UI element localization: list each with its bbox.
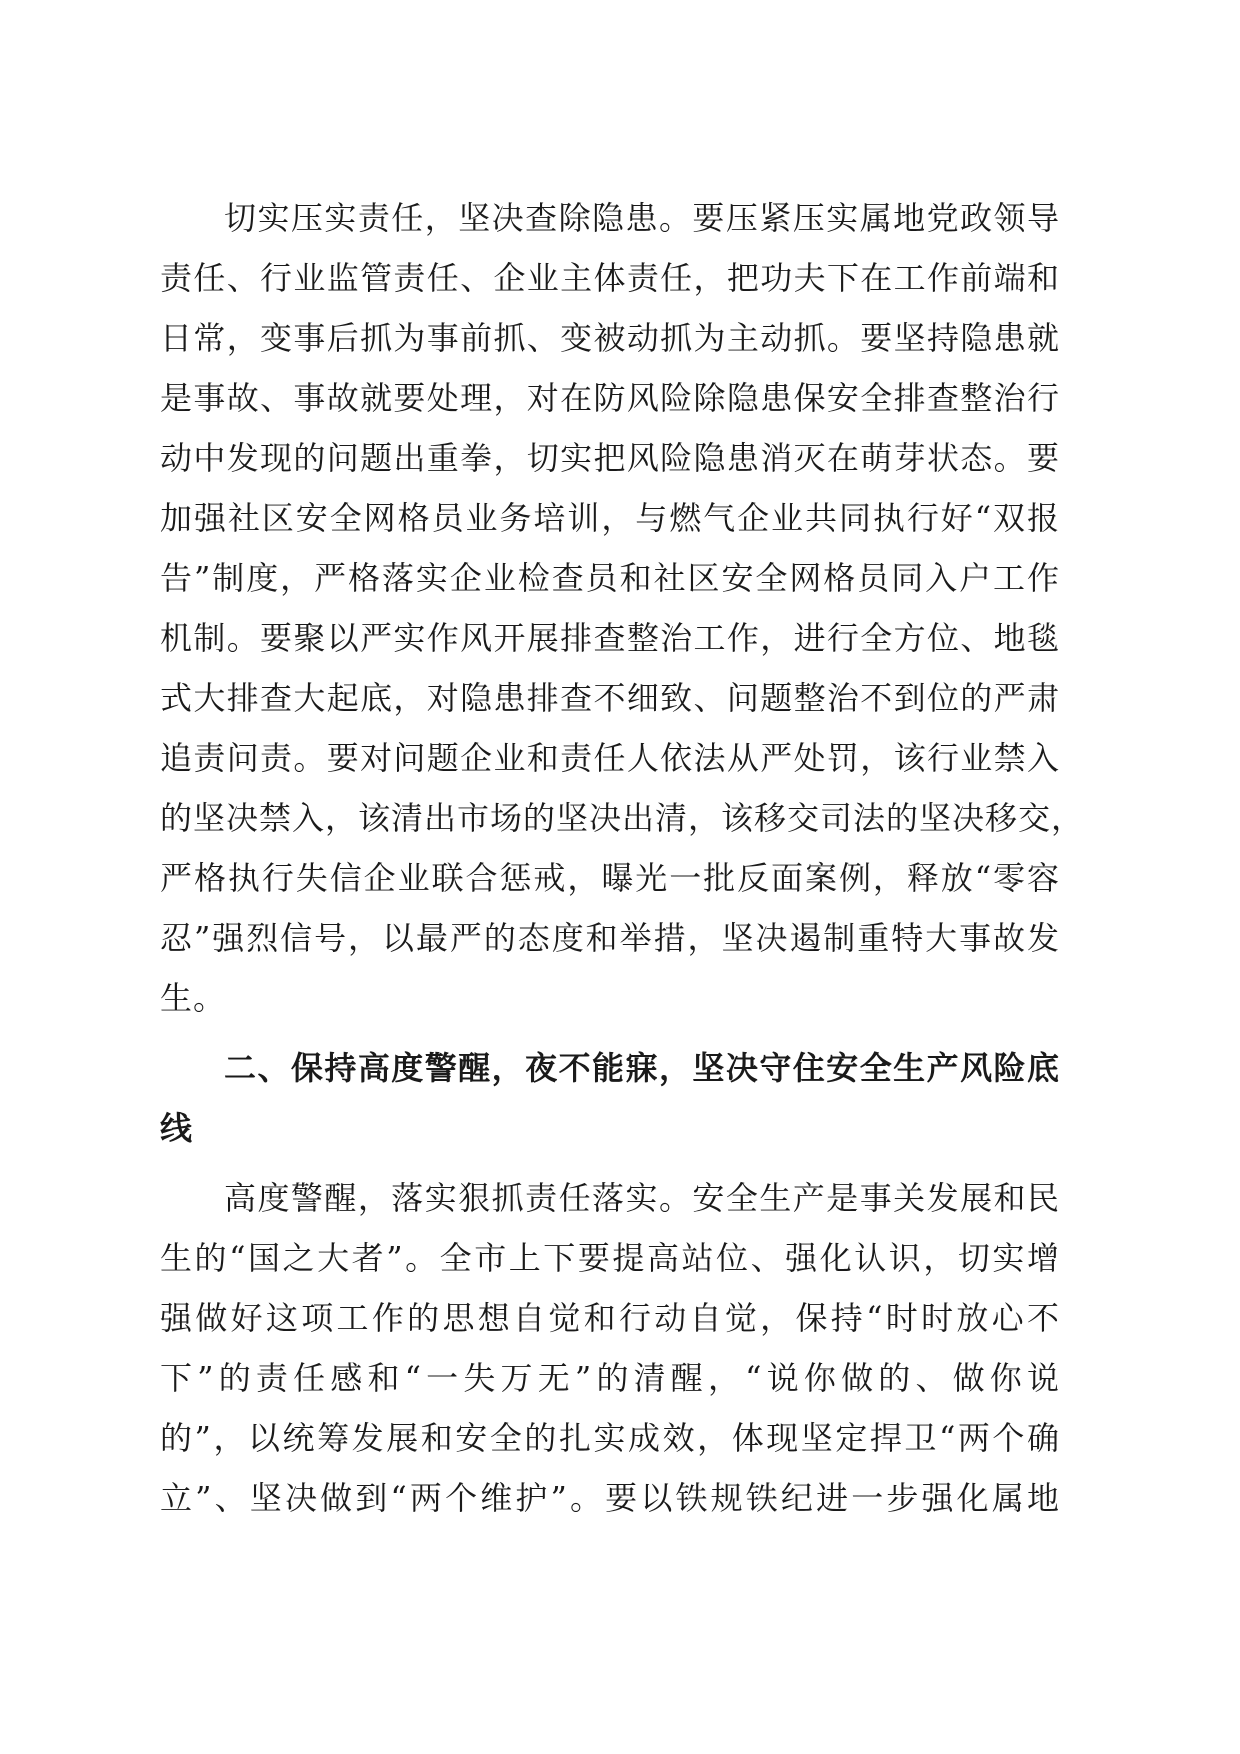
text-line: 严格执行失信企业联合惩戒，曝光一批反面案例，释放“零容 xyxy=(160,859,1060,897)
text-line: 的坚决禁入，该清出市场的坚决出清，该移交司法的坚决移交， xyxy=(160,799,1085,837)
text-line: 高度警醒，落实狠抓责任落实。安全生产是事关发展和民 xyxy=(224,1179,1060,1217)
heading-line: 线 xyxy=(160,1109,194,1147)
text-line: 立”、坚决做到“两个维护”。要以铁规铁纪进一步强化属地 xyxy=(160,1479,1060,1517)
text-line: 责任、行业监管责任、企业主体责任，把功夫下在工作前端和 xyxy=(160,259,1060,297)
text-line: 式大排查大起底，对隐患排查不细致、问题整治不到位的严肃 xyxy=(160,679,1060,717)
text-line: 下”的责任感和“一失万无”的清醒，“说你做的、做你说 xyxy=(160,1359,1060,1397)
text-line: 忍”强烈信号，以最严的态度和举措，坚决遏制重特大事故发 xyxy=(160,919,1060,957)
text-line: 生。 xyxy=(160,979,227,1017)
text-line: 追责问责。要对问题企业和责任人依法从严处罚，该行业禁入 xyxy=(160,739,1060,777)
text-line: 告”制度，严格落实企业检查员和社区安全网格员同入户工作 xyxy=(160,559,1060,597)
text-line: 动中发现的问题出重拳，切实把风险隐患消灭在萌芽状态。要 xyxy=(160,439,1060,477)
text-line: 的”，以统筹发展和安全的扎实成效，体现坚定捍卫“两个确 xyxy=(160,1419,1060,1457)
document-page xyxy=(160,188,1085,1528)
text-line: 加强社区安全网格员业务培训，与燃气企业共同执行好“双报 xyxy=(160,499,1060,537)
paragraph-vigilance xyxy=(160,1168,1060,1528)
text-line: 机制。要聚以严实作风开展排查整治工作，进行全方位、地毯 xyxy=(160,619,1060,657)
text-line: 生的“国之大者”。全市上下要提高站位、强化认识，切实增 xyxy=(160,1239,1060,1277)
text-line: 日常，变事后抓为事前抓、变被动抓为主动抓。要坚持隐患就 xyxy=(160,319,1060,357)
paragraph-responsibility xyxy=(160,188,1085,1028)
text-line: 强做好这项工作的思想自觉和行动自觉，保持“时时放心不 xyxy=(160,1299,1060,1337)
section-heading xyxy=(160,1038,1060,1158)
text-line: 是事故、事故就要处理，对在防风险除隐患保安全排查整治行 xyxy=(160,379,1060,417)
heading-line: 二、保持高度警醒，夜不能寐，坚决守住安全生产风险底 xyxy=(224,1049,1060,1087)
text-line: 切实压实责任，坚决查除隐患。要压紧压实属地党政领导 xyxy=(224,199,1060,237)
